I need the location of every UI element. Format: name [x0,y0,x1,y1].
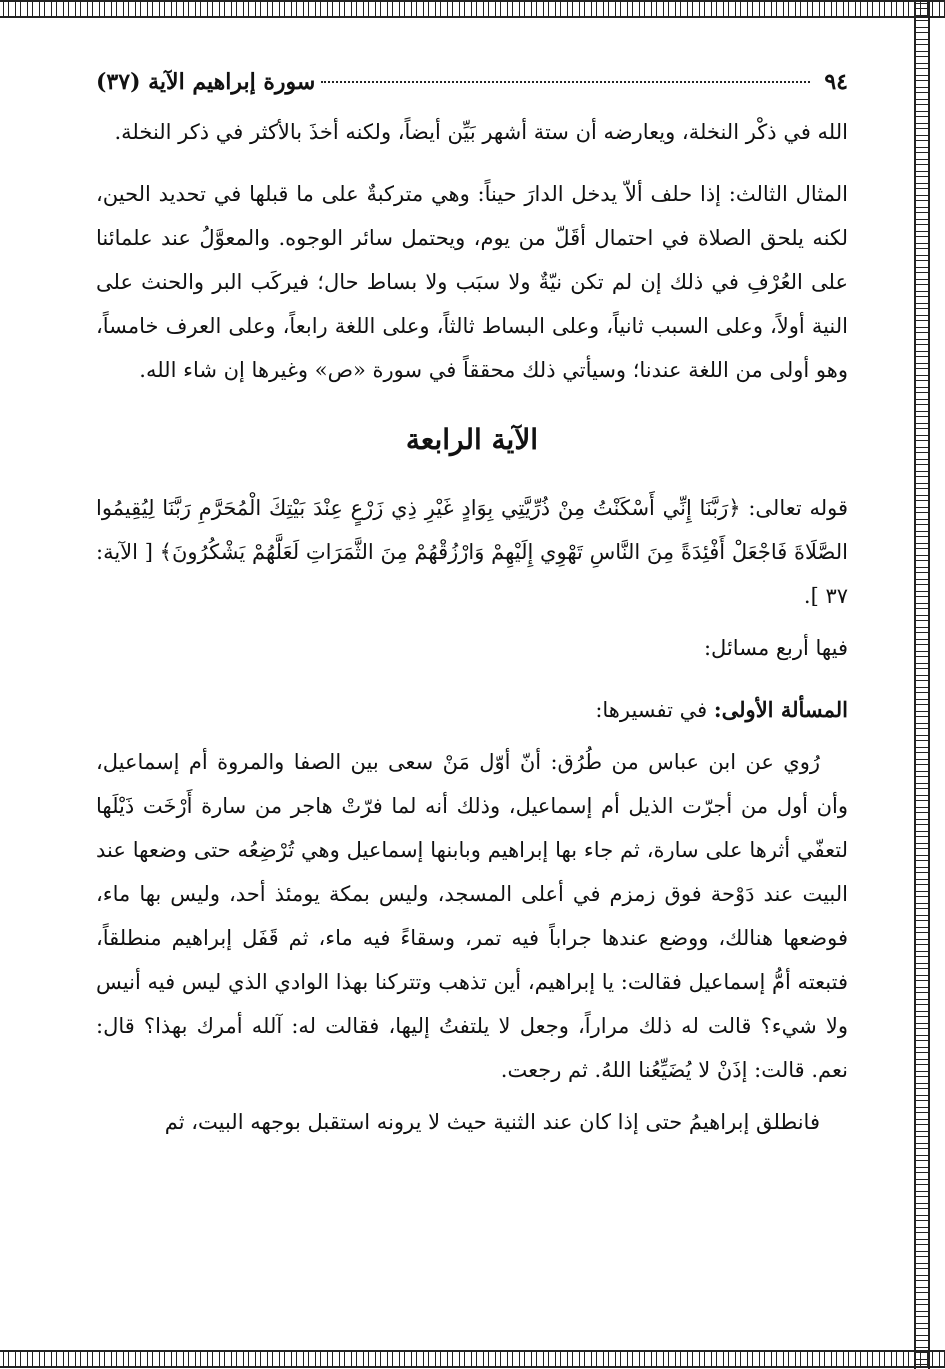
issues-intro: فيها أربع مسائل: [703,636,848,660]
issue-one-line [96,688,848,732]
paragraph: فانطلق إبراهيمُ حتى إذا كان عند الثنية حيث لا يرونه استقبل بوجهه البيت، ثم [164,1110,820,1134]
verse-paragraph [96,486,848,618]
paragraph: رُوي عن ابن عباس من طُرُق: أنّ أوّل مَنْ سعى بين الصفا والمروة أم إسماعيل، وأن أول من أجرّت الذيل أم إسماعيل، وذلك أنه لما فرّتْ هاجر من سارة أَرْخَت ذَيْلَها لتعفّي أثرها على سارة، ثم جاء بها إبراهيم وبابنها إسماعيل وهي تُرْضِعُه حتى وضعها عند البيت عند دَوْحة فوق زمزم في أعلى المسجد، وليس بمكة يومئذ أحد، وليس بها ماء، فوضعها هنالك، ووضع عندها جراباً فيه تمر، وسقاءً فيه ماء، ثم قَفَل إبراهيم منطلقاً، فتبعته أمُّ إسماعيل فقالت: يا إبراهيم، أين تذهب وتتركنا بهذا الوادي الذي ليس فيه أنيس ولا شيء؟ قالت له ذلك مراراً، وجعل لا يلتفتُ إليها، فقالت له: آلله أمرك بهذا؟ قال: نعم. قالت: إذَنْ لا يُضَيِّعُنا اللهُ. ثم رجعت. [96,750,848,1082]
decorative-right-border [914,0,930,1369]
header-title: سورة إبراهيم الآية (٣٧) [96,69,316,95]
issue-heading: المسألة الأولى: [713,697,848,722]
running-header [96,60,848,110]
verse-reference: [ الآية: ٣٧ ]. [96,540,848,608]
verse-text: ﴿رَبَّنَا إِنِّي أَسْكَنْتُ مِنْ ذُرِّيَّتِي بِوَادٍ غَيْرِ ذِي زَرْعٍ عِنْدَ بَيْتِكَ الْمُحَرَّمِ رَبَّنَا لِيُقِيمُوا الصَّلَاةَ فَاجْعَلْ أَفْئِدَةً مِنَ النَّاسِ تَهْوِي إِلَيْهِمْ وَارْزُقْهُمْ مِنَ الثَّمَرَاتِ لَعَلَّهُمْ يَشْكُرُونَ﴾ [96,496,848,564]
page-content [96,60,848,1152]
section-heading: الآية الرابعة [405,423,539,456]
decorative-bottom-border [0,1350,945,1368]
header-dot-leader [321,81,810,83]
paragraph: المثال الثالث: إذا حلف ألاّ يدخل الدارَ حيناً: وهي متركبةٌ على ما قبلها في تحديد الحين، لكنه يلحق الصلاة في احتمال أقَلّ من يوم، ويحتمل سائر الوجوه. والمعوَّلُ عند علمائنا على العُرْفِ في ذلك إن لم تكن نيّةٌ ولا سبَب ولا بساط حال؛ فيركَب البر والحنث على النية أولاً، وعلى السبب ثانياً، وعلى البساط ثالثاً، وعلى اللغة رابعاً، وعلى العرف خامساً، وهو أولى من اللغة عندنا؛ وسيأتي ذلك محققاً في سورة «ص» وغيرها إن شاء الله. [96,182,848,382]
paragraph: الله في ذكْر النخلة، ويعارضه أن ستة أشهر بَيِّن أيضاً، ولكنه أخذَ بالأكثر في ذكر النخلة. [114,120,848,144]
decorative-top-border [0,0,945,18]
page-number: ٩٤ [824,69,848,95]
issue-subtitle: في تفسيرها: [595,698,708,722]
verse-intro: قوله تعالى: [748,496,848,520]
